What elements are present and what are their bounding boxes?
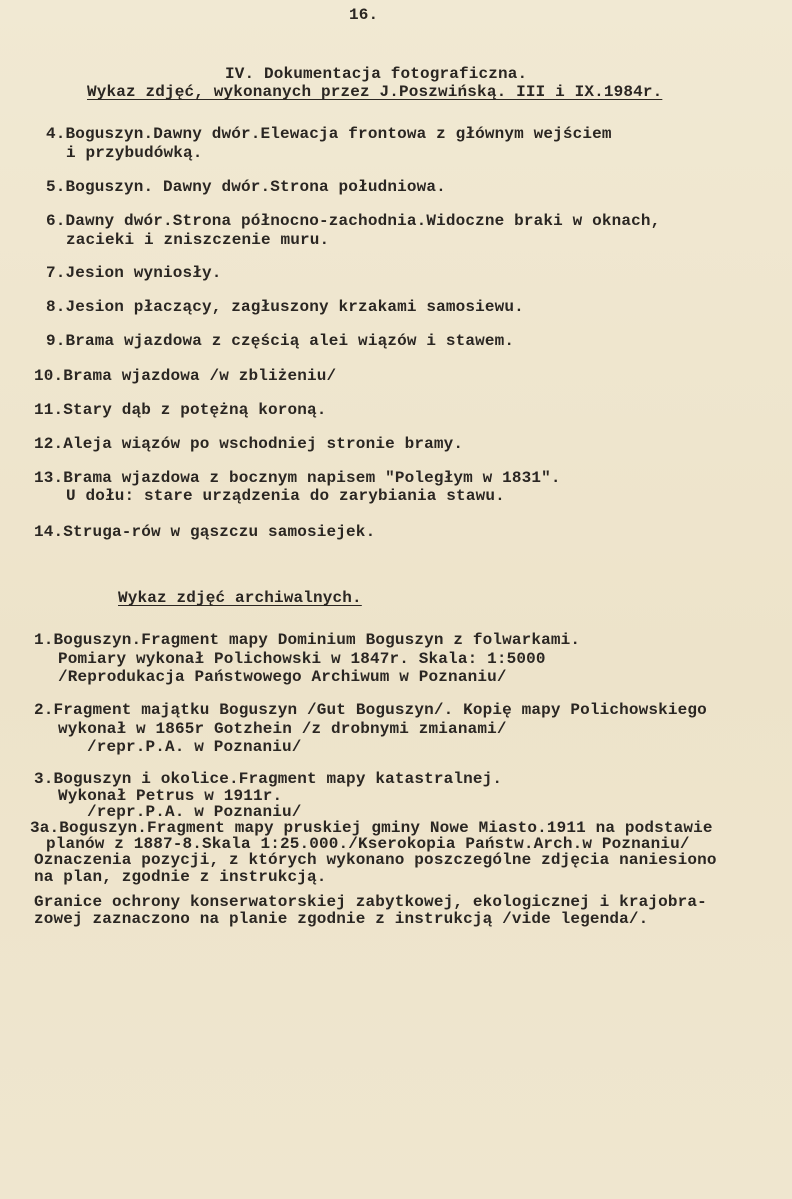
- item-number: 4.: [46, 125, 66, 143]
- item-number: 3a.: [30, 819, 60, 837]
- item-number: 3.: [34, 770, 54, 788]
- list-item: [34, 367, 336, 385]
- item-text: Dawny dwór.Strona północno-zachodnia.Widoczne braki w oknach,: [65, 212, 661, 230]
- list-item-continuation: /repr.P.A. w Poznaniu/: [87, 738, 302, 756]
- item-number: 1.: [34, 631, 54, 649]
- item-number: 7.: [46, 264, 66, 282]
- list-item-continuation: planów z 1887-8.Skala 1:25.000./Kserokopia Państw.Arch.w Poznaniu/: [46, 835, 690, 853]
- list-item-continuation: /Reprodukacja Państwowego Archiwum w Poznaniu/: [58, 668, 507, 686]
- closing-text-line: zowej zaznaczono na planie zgodnie z instrukcją /vide legenda/.: [34, 910, 649, 928]
- list-item: [34, 469, 561, 487]
- list-item: [34, 401, 327, 419]
- list-item-continuation: i przybudówką.: [66, 144, 203, 162]
- item-number: 8.: [46, 298, 66, 316]
- list-item-continuation: Wykonał Petrus w 1911r.: [58, 787, 283, 805]
- item-number: 10.: [34, 367, 64, 385]
- item-number: 14.: [34, 523, 64, 541]
- list-item: [34, 631, 580, 649]
- item-number: 13.: [34, 469, 64, 487]
- list-item: [34, 435, 463, 453]
- list-item: [34, 701, 707, 719]
- item-text: Boguszyn i okolice.Fragment mapy katastralnej.: [53, 770, 503, 788]
- list-item-continuation: /repr.P.A. w Poznaniu/: [87, 803, 302, 821]
- list-item: [46, 332, 514, 350]
- item-text: Fragment majątku Boguszyn /Gut Boguszyn/. Kopię mapy Polichowskiego: [53, 701, 707, 719]
- list-item: [34, 523, 375, 541]
- item-number: 5.: [46, 178, 66, 196]
- list-item-continuation: U dołu: stare urządzenia do zarybiania stawu.: [66, 487, 505, 505]
- item-text: Jesion płaczący, zagłuszony krzakami samosiewu.: [65, 298, 524, 316]
- item-number: 12.: [34, 435, 64, 453]
- item-text: Jesion wyniosły.: [65, 264, 222, 282]
- archive-list-heading: Wykaz zdjęć archiwalnych.: [118, 589, 362, 607]
- photo-list-heading: Wykaz zdjęć, wykonanych przez J.Poszwińską. III i IX.1984r.: [87, 83, 663, 101]
- item-text: Struga-rów w gąszczu samosiejek.: [63, 523, 376, 541]
- closing-text-line: na plan, zgodnie z instrukcją.: [34, 868, 327, 886]
- list-item: [46, 212, 660, 230]
- item-text: Stary dąb z potężną koroną.: [63, 401, 327, 419]
- item-text: Brama wjazdowa z bocznym napisem "Poległym w 1831".: [63, 469, 561, 487]
- closing-text-line: Oznaczenia pozycji, z których wykonano poszczególne zdjęcia naniesiono: [34, 851, 717, 869]
- list-item: [46, 298, 524, 316]
- list-item: [46, 264, 222, 282]
- item-text: Brama wjazdowa z częścią alei wiązów i stawem.: [65, 332, 515, 350]
- item-text: Boguszyn.Dawny dwór.Elewacja frontowa z głównym wejściem: [65, 125, 612, 143]
- item-text: Aleja wiązów po wschodniej stronie bramy.: [63, 435, 464, 453]
- closing-text-line: Granice ochrony konserwatorskiej zabytkowej, ekologicznej i krajobra-: [34, 893, 707, 911]
- list-item-continuation: wykonał w 1865r Gotzhein /z drobnymi zmianami/: [58, 720, 507, 738]
- item-text: Brama wjazdowa /w zbliżeniu/: [63, 367, 337, 385]
- list-item-continuation: zacieki i zniszczenie muru.: [66, 231, 330, 249]
- list-item: [34, 770, 502, 788]
- list-item-continuation: Pomiary wykonał Polichowski w 1847r. Skala: 1:5000: [58, 650, 546, 668]
- list-item: [46, 125, 612, 143]
- item-number: 9.: [46, 332, 66, 350]
- item-text: Boguszyn. Dawny dwór.Strona południowa.: [65, 178, 446, 196]
- list-item: [46, 178, 446, 196]
- section-title-text: IV. Dokumentacja fotograficzna.: [225, 65, 528, 83]
- item-number: 11.: [34, 401, 64, 419]
- item-text: Boguszyn.Fragment mapy pruskiej gminy Nowe Miasto.1911 na podstawie: [59, 819, 713, 837]
- item-text: Boguszyn.Fragment mapy Dominium Boguszyn z folwarkami.: [53, 631, 581, 649]
- page-number: 16.: [349, 6, 379, 24]
- item-number: 6.: [46, 212, 66, 230]
- item-number: 2.: [34, 701, 54, 719]
